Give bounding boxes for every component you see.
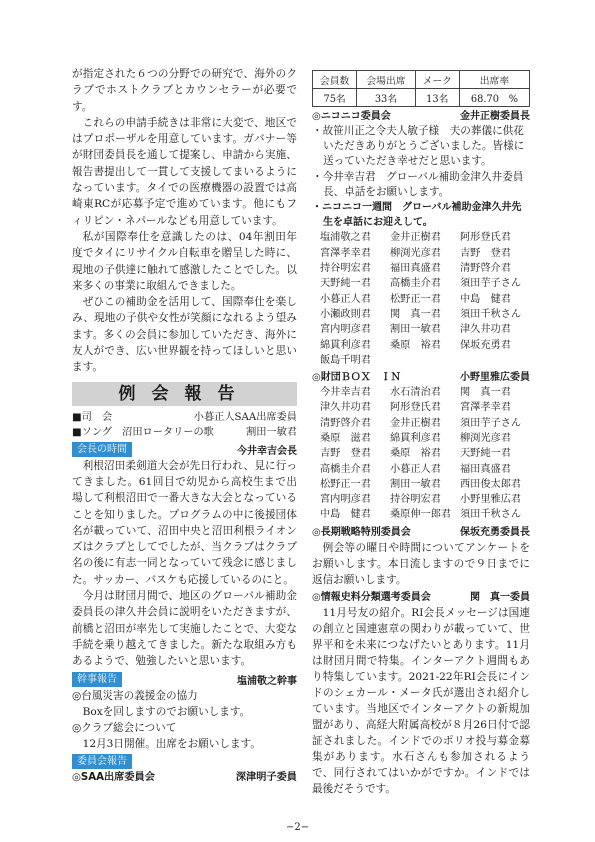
paragraph: 11月号友の紹介。RI会長メッセージは国連の創立と国連憲章の関わりが載っていて、世界平和を未来につなげたいとあります。11月は財団月間で特集。インターアクト週間もあり特集しています。2021-22年RI会長にインドのシェカール・メータ氏が選出され紹介しています。当地区でインターアクトの新規加盟があり、高経大附属高校が８月26日付で認証されました。インドでのポリオ投与募金募集があります。水石さんも参加されるようで、同行されてはいかがですか。インドでは最後だそうです。 bbox=[312, 606, 530, 795]
member-name: 金井正樹君 bbox=[390, 232, 441, 244]
secretary-report bbox=[72, 688, 297, 752]
right-column bbox=[312, 70, 530, 797]
member-name: 桑原 裕君 bbox=[390, 339, 441, 351]
role-song bbox=[72, 425, 297, 440]
member-name: 綿貫利彦君 bbox=[390, 432, 441, 444]
box-title: ◎財団ＢＯＸ ＩＮ bbox=[312, 372, 401, 384]
member-name: 割田一敏君 bbox=[390, 324, 441, 336]
member-name: 高橋圭介君 bbox=[320, 463, 371, 475]
table-header: 出席率 bbox=[459, 71, 529, 89]
paragraph: 私が国際奉仕を意識したのは、04年割田年度でタイにリサイクル自転車を贈呈した時に、現地の子供達に触れて感激したことでした。以来多くの事業に取組んできました。 bbox=[72, 230, 297, 292]
member-name: 小瀬政則君 bbox=[320, 308, 371, 320]
member-name: 須田千秋さん bbox=[460, 308, 522, 320]
saa-committee bbox=[72, 770, 297, 785]
nico-header bbox=[312, 109, 530, 124]
member-name: 飯島千明君 bbox=[320, 354, 371, 366]
secretary-tag: 幹事報告 bbox=[72, 672, 122, 687]
member-name: 吉野 登君 bbox=[320, 448, 371, 460]
role-label: ■ソング 沼田ロータリーの歌 bbox=[72, 426, 214, 438]
member-name: 清野啓介君 bbox=[320, 417, 371, 429]
table-header: メーク bbox=[415, 71, 459, 89]
member-name: 関 真一君 bbox=[460, 387, 511, 399]
member-name: 柳渕光彦君 bbox=[390, 247, 441, 259]
president-name: 今井幸吉会長 bbox=[237, 446, 297, 458]
member-name: 中島 健君 bbox=[460, 293, 511, 305]
member-name: 桑原 裕君 bbox=[390, 448, 441, 460]
member-name: 関 真一君 bbox=[390, 308, 441, 320]
role-name: 小暮正人SAA出席委員 bbox=[193, 411, 297, 423]
committee-title: ◎SAA出席委員会 bbox=[72, 771, 155, 783]
member-name: 桑原伸一郎君 bbox=[390, 509, 452, 521]
table-cell: 33名 bbox=[357, 89, 415, 107]
member-name: 綿貫利彦君 bbox=[320, 339, 371, 351]
strategy-report bbox=[312, 540, 530, 588]
member-name: 宮澤孝幸君 bbox=[460, 402, 511, 414]
member-name: 持谷明宏君 bbox=[390, 494, 441, 506]
paragraph: 利根沼田柔剣道大会が先日行われ、見に行ってきました。61回目で幼児から高校生まで出場して利根沼田で一番大きな大会となっていることを知りました。プログラムの中に後援団体名が載っていて、沼田中央と沼田利根ライオンズはクラブとしてでしたが、当クラブはクラブ名の後に有志一同となっていて残念に感じました。サッカー、バスケも応援しているのにと。 bbox=[72, 459, 297, 586]
role-name: 割田一敏君 bbox=[246, 426, 297, 438]
president-header bbox=[72, 442, 297, 458]
member-name: 津久井功君 bbox=[320, 402, 371, 414]
table-cell: 75名 bbox=[313, 89, 357, 107]
table-header: 会員数 bbox=[313, 71, 357, 89]
intro-article bbox=[72, 66, 297, 376]
member-name: 中島 健君 bbox=[320, 509, 371, 521]
paragraph: これらの申請手続きは非常に大変で、地区ではプロポーザルを用意しています。ガバナー等が財団委員長を通して提案し、申請から実施、報告書提出して一貫して支援してまいるようになっています。タイでの医療機器の設置では高崎東RCが応募予定で進めています。他にもフィリピン・ネパールなども用意しています。 bbox=[72, 116, 297, 227]
role-emcee bbox=[72, 410, 297, 425]
member-name: 天野純一君 bbox=[460, 448, 511, 460]
nico-chair: 金井正樹委員長 bbox=[460, 111, 530, 122]
report-line: ◎クラブ総会について bbox=[72, 721, 177, 734]
page-number: −2− bbox=[285, 822, 310, 833]
table-cell: 13名 bbox=[415, 89, 459, 107]
table-header: 会場出席 bbox=[357, 71, 415, 89]
secretary-header bbox=[72, 672, 297, 688]
member-name: 阿形登氏君 bbox=[390, 402, 441, 414]
member-name: 宮内明彦君 bbox=[320, 494, 371, 506]
member-name: 西田俊太郎君 bbox=[460, 478, 522, 490]
committee-member: 深津明子委員 bbox=[235, 771, 297, 783]
paragraph: 例会等の曜日や時間についてアンケートをお願いします。本日流しますので９日までに返信お願いします。 bbox=[312, 541, 530, 586]
member-name: 津久井功君 bbox=[460, 324, 511, 336]
attendance-table bbox=[312, 70, 530, 107]
nico-item: ・故笹川正之令夫人敏子様 夫の葬儀に供花いただきありがとうございました。皆様に送っていただき幸せだと思います。 bbox=[312, 125, 525, 168]
info-title: ◎情報史料分類選考委員会 bbox=[312, 591, 431, 603]
paragraph: 今月は財団月間で、地区のグローバル補助金委員長の津久井会員に説明をいただきますが、前橋と沼田が率先して実施したことで、大変な手続を乗り越えてきました。新たな取組み方もあるようで、勉強したいと思います。 bbox=[72, 590, 297, 668]
box-member: 小野里雅広委員 bbox=[460, 372, 530, 384]
secretary-name: 塩浦敬之幹事 bbox=[237, 676, 297, 687]
nico-item: ・今井幸吉君 グローバル補助金津久井委員長、卓話をお願いします。 bbox=[312, 170, 524, 198]
member-name: 須田千秋さん bbox=[460, 509, 522, 521]
member-name: 松野正一君 bbox=[390, 293, 441, 305]
report-line: ◎台風災害の義援金の協力 bbox=[72, 689, 198, 702]
table-row bbox=[313, 89, 530, 107]
member-name: 須田芋子さん bbox=[460, 417, 522, 429]
meeting-report-banner: 例会報告 bbox=[72, 382, 297, 406]
report-line: 12月3日開催。出席をお願いします。 bbox=[72, 737, 261, 750]
table-cell: 68.70 % bbox=[459, 89, 529, 107]
member-name: 柳渕光彦君 bbox=[460, 432, 511, 444]
member-name bbox=[390, 353, 460, 368]
member-name: 割田一敏君 bbox=[390, 478, 441, 490]
info-report bbox=[312, 605, 530, 797]
member-name: 福田真盛君 bbox=[390, 263, 441, 275]
member-name: 福田真盛君 bbox=[460, 463, 511, 475]
info-member: 関 真一委員 bbox=[470, 591, 530, 603]
strategy-header bbox=[312, 525, 530, 540]
member-name bbox=[460, 353, 530, 368]
member-name: 吉野 登君 bbox=[460, 247, 511, 259]
member-name: 今井幸吉君 bbox=[320, 387, 371, 399]
member-name: 宮内明彦君 bbox=[320, 324, 371, 336]
president-tag: 会長の時間 bbox=[72, 442, 132, 457]
strategy-title: ◎長期戦略特別委員会 bbox=[312, 526, 411, 538]
nico-item-bold: ・ニコニコ一週間 グローバル補助金津久井先生を卓話にお迎えして。 bbox=[312, 202, 522, 229]
member-name: 金井正樹君 bbox=[390, 417, 441, 429]
member-name: 水石清治君 bbox=[390, 387, 441, 399]
report-line: Boxを回しますのでお願いします。 bbox=[72, 705, 251, 718]
member-name: 保坂充勇君 bbox=[460, 339, 511, 351]
table-row bbox=[313, 71, 530, 89]
member-name: 小暮正人君 bbox=[320, 293, 371, 305]
role-label: ■司 会 bbox=[72, 411, 113, 423]
member-name: 高橋圭介君 bbox=[390, 278, 441, 290]
nico-name-list bbox=[312, 230, 530, 368]
strategy-chair: 保坂充勇委員長 bbox=[460, 526, 530, 538]
nico-title: ◎ニコニコ委員会 bbox=[312, 111, 391, 122]
member-name: 清野啓介君 bbox=[460, 263, 511, 275]
member-name: 小野里雅広君 bbox=[460, 494, 522, 506]
member-name: 持谷明宏君 bbox=[320, 263, 371, 275]
committee-tag: 委員会報告 bbox=[72, 754, 132, 769]
member-name: 阿形登氏君 bbox=[460, 232, 511, 244]
member-name: 天野純一君 bbox=[320, 278, 371, 290]
paragraph: ぜひこの補助金を活用して、国際奉仕を楽しみ、現地の子供や女性が笑顔になれるよう望みます。多くの会員に参加していただき、海外に友人ができ、広い世界観を持ってほしいと思います。 bbox=[72, 296, 297, 374]
paragraph: が指定された６つの分野での研究で、海外のクラブでホストクラブとカウンセラーが必要です。 bbox=[72, 68, 297, 113]
member-name: 須田芋子さん bbox=[460, 278, 522, 290]
box-name-list bbox=[312, 385, 530, 523]
member-name: 宮澤孝幸君 bbox=[320, 247, 371, 259]
left-column bbox=[72, 66, 297, 785]
member-name: 塩浦敬之君 bbox=[320, 232, 371, 244]
committee-header bbox=[72, 754, 297, 770]
info-header bbox=[312, 590, 530, 605]
member-name: 松野正一君 bbox=[320, 478, 371, 490]
president-article bbox=[72, 458, 297, 670]
member-name: 小暮正人君 bbox=[390, 463, 441, 475]
member-name: 桑原 滋君 bbox=[320, 432, 371, 444]
box-header bbox=[312, 370, 530, 385]
